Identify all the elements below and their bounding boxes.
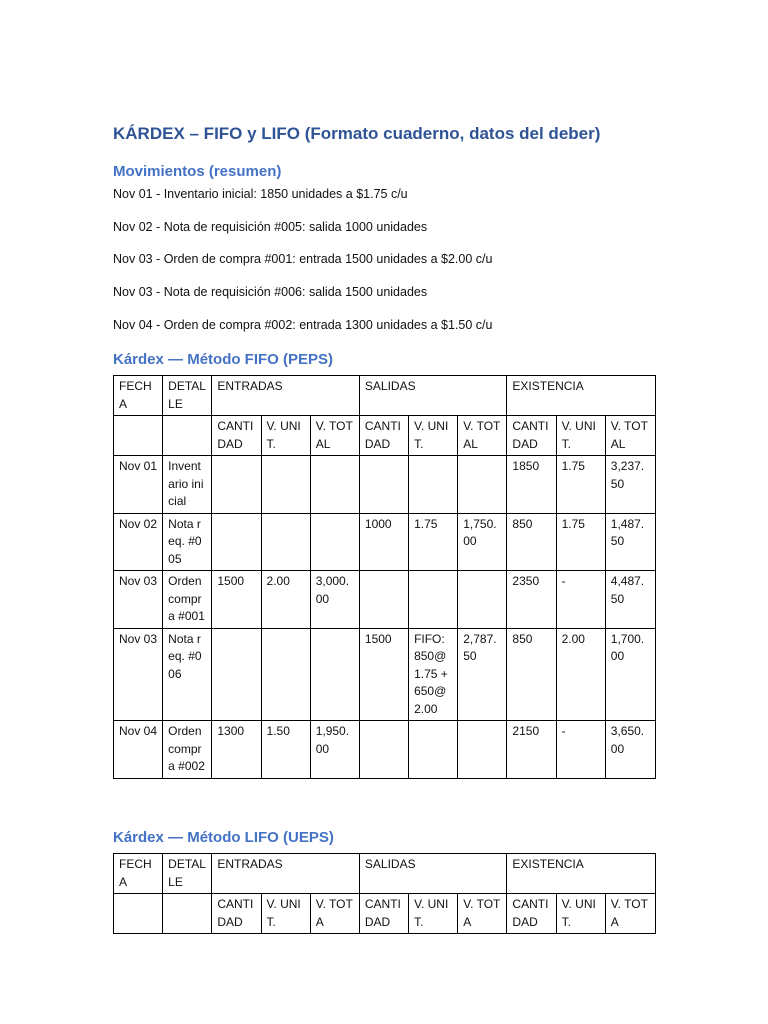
cell-existencia-v-unit: 2.00 xyxy=(556,628,605,721)
cell-fecha: Nov 03 xyxy=(114,571,163,629)
cell-entrada-v-unit xyxy=(261,628,310,721)
cell-entrada-cantidad xyxy=(212,513,261,571)
subheader-v-total: V. TOTA xyxy=(605,894,655,934)
lifo-kardex-table xyxy=(113,853,656,934)
subheader-v-total: V. TOTA xyxy=(458,894,507,934)
table-row xyxy=(114,513,656,571)
header-salidas: SALIDAS xyxy=(359,854,507,894)
header-existencia: EXISTENCIA xyxy=(507,376,656,416)
subheader-v-total: V. TOTA xyxy=(310,894,359,934)
subheader-cantidad: CANTIDAD xyxy=(507,416,556,456)
subheader-v-unit: V. UNIT. xyxy=(261,416,310,456)
cell-existencia-v-total: 1,487.50 xyxy=(605,513,655,571)
header-fecha: FECHA xyxy=(114,854,163,894)
cell-existencia-cantidad: 850 xyxy=(507,513,556,571)
cell-fecha: Nov 03 xyxy=(114,628,163,721)
table-row xyxy=(114,571,656,629)
movements-heading: Movimientos (resumen) xyxy=(113,163,282,180)
cell-salida-v-unit: FIFO: 850@ 1.75 + 650@ 2.00 xyxy=(409,628,458,721)
subheader-cantidad: CANTIDAD xyxy=(212,894,261,934)
subheader-row xyxy=(114,416,656,456)
cell-salida-v-unit xyxy=(409,571,458,629)
table-row xyxy=(114,721,656,779)
cell-entrada-v-unit: 2.00 xyxy=(261,571,310,629)
movement-item: Nov 02 - Nota de requisición #005: salida 1000 unidades xyxy=(113,220,428,234)
cell-entrada-v-total xyxy=(310,513,359,571)
cell-salida-cantidad xyxy=(359,571,408,629)
subheader-cantidad: CANTIDAD xyxy=(359,894,408,934)
cell-entrada-v-total: 3,000.00 xyxy=(310,571,359,629)
cell-existencia-v-unit: 1.75 xyxy=(556,456,605,514)
header-detalle: DETALLE xyxy=(163,854,212,894)
subheader-v-unit: V. UNIT. xyxy=(556,416,605,456)
movement-item: Nov 01 - Inventario inicial: 1850 unidades a $1.75 c/u xyxy=(113,187,408,201)
cell-existencia-cantidad: 2150 xyxy=(507,721,556,779)
cell-entrada-cantidad xyxy=(212,628,261,721)
subheader-empty xyxy=(114,894,163,934)
header-existencia: EXISTENCIA xyxy=(507,854,656,894)
cell-salida-cantidad: 1000 xyxy=(359,513,408,571)
cell-salida-v-total xyxy=(458,571,507,629)
subheader-cantidad: CANTIDAD xyxy=(212,416,261,456)
cell-fecha: Nov 04 xyxy=(114,721,163,779)
cell-salida-v-total: 2,787.50 xyxy=(458,628,507,721)
cell-detalle: Inventario inicial xyxy=(163,456,212,514)
document-title: KÁRDEX – FIFO y LIFO (Formato cuaderno, datos del deber) xyxy=(113,124,601,143)
table-row xyxy=(114,628,656,721)
header-fecha: FECHA xyxy=(114,376,163,416)
header-entradas: ENTRADAS xyxy=(212,376,360,416)
fifo-heading: Kárdex — Método FIFO (PEPS) xyxy=(113,351,334,368)
subheader-v-total: V. TOTAL xyxy=(310,416,359,456)
cell-salida-v-unit: 1.75 xyxy=(409,513,458,571)
cell-existencia-cantidad: 2350 xyxy=(507,571,556,629)
subheader-cantidad: CANTIDAD xyxy=(359,416,408,456)
cell-existencia-cantidad: 1850 xyxy=(507,456,556,514)
cell-existencia-v-total: 1,700.00 xyxy=(605,628,655,721)
cell-salida-cantidad: 1500 xyxy=(359,628,408,721)
table-row xyxy=(114,456,656,514)
cell-fecha: Nov 02 xyxy=(114,513,163,571)
fifo-kardex-table xyxy=(113,375,656,779)
subheader-empty xyxy=(114,416,163,456)
header-row xyxy=(114,854,656,894)
subheader-empty xyxy=(163,894,212,934)
cell-entrada-v-unit xyxy=(261,456,310,514)
subheader-v-unit: V. UNIT. xyxy=(409,416,458,456)
cell-salida-cantidad xyxy=(359,721,408,779)
subheader-cantidad: CANTIDAD xyxy=(507,894,556,934)
cell-entrada-cantidad: 1500 xyxy=(212,571,261,629)
cell-fecha: Nov 01 xyxy=(114,456,163,514)
cell-salida-cantidad xyxy=(359,456,408,514)
subheader-row xyxy=(114,894,656,934)
cell-salida-v-total xyxy=(458,456,507,514)
cell-entrada-v-unit: 1.50 xyxy=(261,721,310,779)
cell-detalle: Orden compra #001 xyxy=(163,571,212,629)
cell-detalle: Nota req. #006 xyxy=(163,628,212,721)
cell-salida-v-unit xyxy=(409,456,458,514)
subheader-v-unit: V. UNIT. xyxy=(409,894,458,934)
movement-item: Nov 04 - Orden de compra #002: entrada 1300 unidades a $1.50 c/u xyxy=(113,318,493,332)
cell-existencia-v-total: 4,487.50 xyxy=(605,571,655,629)
cell-existencia-v-total: 3,650.00 xyxy=(605,721,655,779)
cell-salida-v-unit xyxy=(409,721,458,779)
cell-existencia-v-unit: - xyxy=(556,571,605,629)
cell-existencia-cantidad: 850 xyxy=(507,628,556,721)
lifo-heading: Kárdex — Método LIFO (UEPS) xyxy=(113,829,334,846)
cell-existencia-v-unit: - xyxy=(556,721,605,779)
cell-entrada-cantidad: 1300 xyxy=(212,721,261,779)
header-detalle: DETALLE xyxy=(163,376,212,416)
cell-entrada-v-total: 1,950.00 xyxy=(310,721,359,779)
cell-entrada-v-total xyxy=(310,456,359,514)
subheader-empty xyxy=(163,416,212,456)
cell-entrada-v-total xyxy=(310,628,359,721)
cell-entrada-cantidad xyxy=(212,456,261,514)
cell-salida-v-total: 1,750.00 xyxy=(458,513,507,571)
subheader-v-total: V. TOTAL xyxy=(458,416,507,456)
cell-existencia-v-unit: 1.75 xyxy=(556,513,605,571)
cell-entrada-v-unit xyxy=(261,513,310,571)
header-row xyxy=(114,376,656,416)
subheader-v-unit: V. UNIT. xyxy=(261,894,310,934)
movement-item: Nov 03 - Nota de requisición #006: salida 1500 unidades xyxy=(113,285,428,299)
movement-item: Nov 03 - Orden de compra #001: entrada 1500 unidades a $2.00 c/u xyxy=(113,252,493,266)
subheader-v-total: V. TOTAL xyxy=(605,416,655,456)
cell-existencia-v-total: 3,237.50 xyxy=(605,456,655,514)
header-salidas: SALIDAS xyxy=(359,376,507,416)
cell-salida-v-total xyxy=(458,721,507,779)
header-entradas: ENTRADAS xyxy=(212,854,360,894)
cell-detalle: Nota req. #005 xyxy=(163,513,212,571)
subheader-v-unit: V. UNIT. xyxy=(556,894,605,934)
cell-detalle: Orden compra #002 xyxy=(163,721,212,779)
